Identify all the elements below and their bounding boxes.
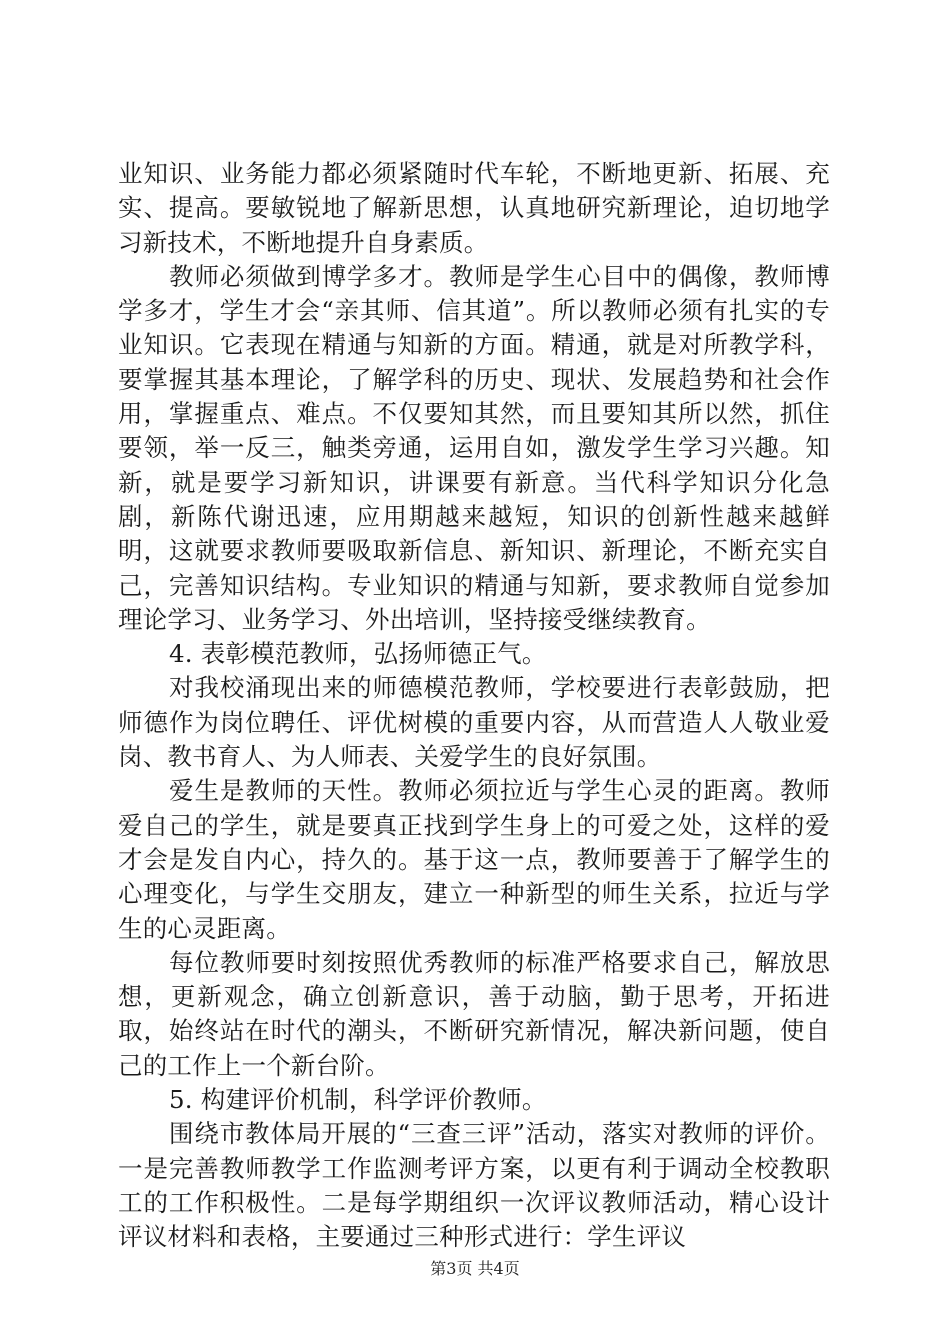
- page-number-footer: 第3页 共4页: [430, 1259, 520, 1278]
- section-heading-5: 5. 构建评价机制，科学评价教师。: [169, 1085, 547, 1115]
- document-body: [118, 157, 830, 1255]
- paragraph-3: 对我校涌现出来的师德模范教师，学校要进行表彰鼓励，把师德作为岗位聘任、评优树模的重要内容，从而营造人人敬业爱岗、教书育人、为人师表、关爱学生的良好氛围。: [118, 673, 830, 772]
- paragraph-6: 围绕市教体局开展的“三查三评”活动，落实对教师的评价。一是完善教师教学工作监测考评方案，以更有利于调动全校教职工的工作积极性。二是每学期组织一次评议教师活动，精心设计评议材料和表格，主要通过三种形式进行：学生评议: [118, 1119, 830, 1252]
- paragraph-1: 业知识、业务能力都必须紧随时代车轮，不断地更新、拓展、充实、提高。要敏锐地了解新思想，认真地研究新理论，迫切地学习新技术，不断地提升自身素质。: [118, 159, 830, 257]
- paragraph-2: 教师必须做到博学多才。教师是学生心目中的偶像，教师博学多才，学生才会“亲其师、信其道”。所以教师必须有扎实的专业知识。它表现在精通与知新的方面。精通，就是对所教学科，要掌握其基本理论，了解学科的历史、现状、发展趋势和社会作用，掌握重点、难点。不仅要知其然，而且要知其所以然，抓住要领，举一反三，触类旁通，运用自如，激发学生学习兴趣。知新，就是要学习新知识，讲课要有新意。当代科学知识分化急剧，新陈代谢迅速，应用期越来越短，知识的创新性越来越鲜明，这就要求教师要吸取新信息、新知识、新理论，不断充实自己，完善知识结构。专业知识的精通与知新，要求教师自觉参加理论学习、业务学习、外出培训，坚持接受继续教育。: [118, 261, 830, 634]
- section-heading-4: 4. 表彰模范教师，弘扬师德正气。: [169, 639, 547, 669]
- paragraph-5: 每位教师要时刻按照优秀教师的标准严格要求自己，解放思想，更新观念，确立创新意识，善于动脑，勤于思考，开拓进取，始终站在时代的潮头，不断研究新情况，解决新问题，使自己的工作上一个新台阶。: [118, 947, 830, 1080]
- paragraph-4: 爱生是教师的天性。教师必须拉近与学生心灵的距离。教师爱自己的学生，就是要真正找到学生身上的可爱之处，这样的爱才会是发自内心，持久的。基于这一点，教师要善于了解学生的心理变化，与学生交朋友，建立一种新型的师生关系，拉近与学生的心灵距离。: [118, 776, 830, 943]
